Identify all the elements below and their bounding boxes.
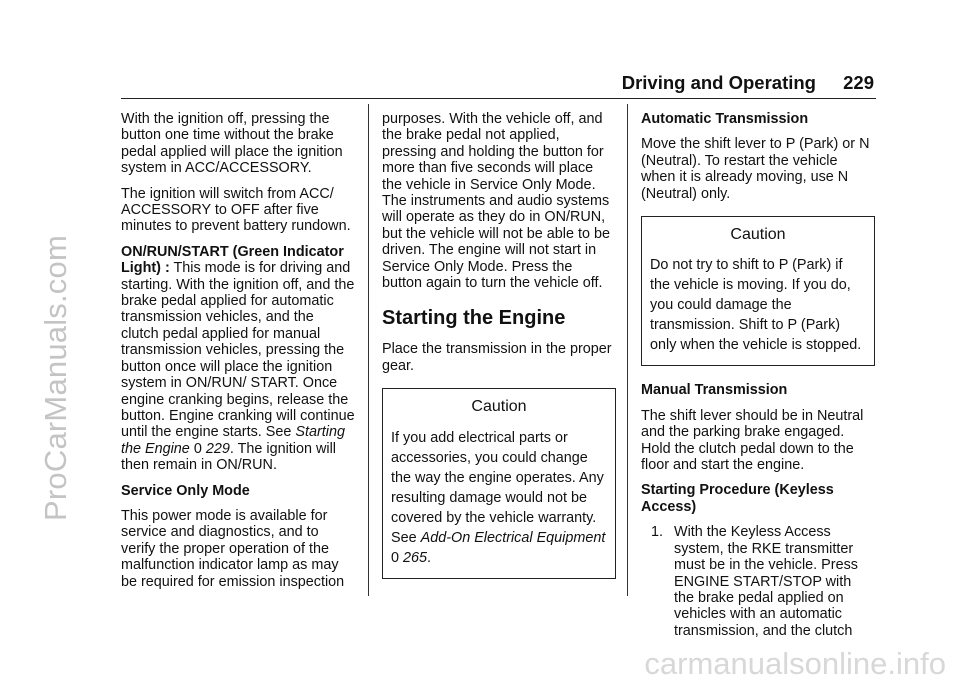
paragraph-text: . The ignition will then remain in ON/RUN. <box>121 440 336 474</box>
caution-box <box>641 216 875 366</box>
section-title: Driving and Operating <box>621 72 816 93</box>
subheading: Automatic Transmission <box>641 111 809 127</box>
subheading: Service Only Mode <box>121 482 250 499</box>
page-header <box>121 72 876 99</box>
list-item <box>651 524 875 639</box>
paragraph: purposes. With the vehicle off, and the brake pedal not applied, pressing and holding the button for more than five seconds will place the vehicle in Service Only Mode. The instruments and audio systems will operate as they do in ON/RUN, but the vehicle will not be able to be driven. The engine will not start in Service Only Mode. Press the button again to turn the vehicle off. <box>382 111 611 292</box>
paragraph <box>121 244 355 474</box>
column-3 <box>641 111 875 639</box>
subheading: Starting Procedure (Keyless Access) <box>641 482 834 515</box>
paragraph-text: This mode is for driving and starting. With the ignition off, and the brake pedal applied for automatic transmission vehicles, and the clutch pedal applied for manual transmission vehicles, pressing the button once will place the ignition system in ON/RUN/ START. Once engine cranking begins, release the button. Engine cranking will continue until the engine starts. See <box>121 260 355 441</box>
page-ref-symbol: 0 <box>391 549 400 566</box>
bottom-watermark: carmanualsonline.info <box>644 646 946 681</box>
paragraph: Move the shift lever to P (Park) or N (Neutral). To restart the vehicle when it is already moving, use N (Neutral) only. <box>641 136 870 202</box>
caution-text: Do not try to shift to P (Park) if the vehicle is moving. If you do, you could damage the transmission. Shift to P (Park) only when the vehicle is stopped. <box>650 257 862 354</box>
caution-box <box>382 388 616 578</box>
paragraph: With the ignition off, pressing the button one time without the brake pedal applied will place the ignition system in ACC/ACCESSORY. <box>121 111 343 177</box>
subheading: Manual Transmission <box>641 382 788 399</box>
cross-reference-link[interactable]: Starting the Engine <box>121 424 346 457</box>
section-heading: Starting the Engine <box>382 307 566 330</box>
paragraph: The shift lever should be in Neutral and the parking brake engaged. Hold the clutch pedal down to the floor and start the engine. <box>641 407 864 474</box>
cross-reference-link[interactable]: Add-On Electrical Equipment <box>420 529 606 546</box>
caution-body: . <box>427 549 432 566</box>
caution-body: If you add electrical parts or accessories, you could change the way the engine operates. Any resulting damage would not be covered by the vehicle warranty. See <box>391 429 604 546</box>
column-2 <box>382 111 616 595</box>
column-1 <box>121 111 355 599</box>
paragraph: Place the transmission in the proper gear. <box>382 341 612 374</box>
page-reference[interactable]: 265 <box>403 549 428 566</box>
column-divider <box>627 104 628 596</box>
caution-title: Caution <box>471 398 527 416</box>
list-number: 1. <box>651 524 664 541</box>
side-watermark: ProCarManuals.com <box>38 235 73 521</box>
caution-title: Caution <box>730 226 786 244</box>
paragraph: This power mode is available for service and diagnostics, and to verify the proper operation of the malfunction indicator lamp as may be required for emission inspection <box>121 507 345 590</box>
page-number: 229 <box>843 72 874 93</box>
term-on-run-start: ON/RUN/START (Green Indicator Light) : <box>121 243 344 277</box>
paragraph: The ignition will switch from ACC/ ACCESSORY to OFF after five minutes to prevent battery rundown. <box>121 185 351 235</box>
caution-text <box>391 428 607 568</box>
page-ref-symbol: 0 <box>193 440 202 457</box>
column-divider <box>368 104 369 596</box>
list-text: With the Keyless Access system, the RKE transmitter must be in the vehicle. Press ENGINE START/STOP with the brake pedal applied on vehicles with an automatic transmission, and the clutch <box>674 524 858 639</box>
page-reference[interactable]: 229 <box>205 440 230 457</box>
